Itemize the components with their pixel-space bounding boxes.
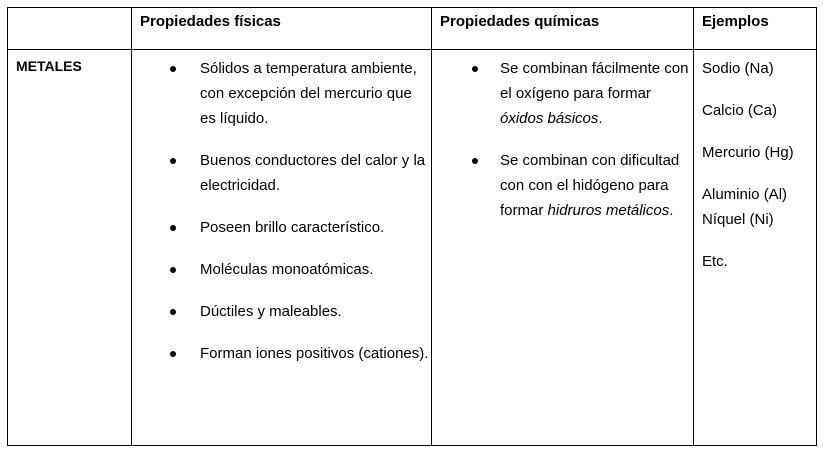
bullet-icon (170, 351, 176, 357)
chemical-property-end: . (669, 202, 674, 219)
physical-property-text: Dúctiles y maleables. (200, 303, 342, 320)
example-calcio: Calcio (Ca) (702, 102, 778, 119)
physical-property-text: Moléculas monoatómicas. (200, 261, 374, 278)
row-label-metales: METALES (8, 50, 132, 446)
bullet-icon (170, 66, 176, 72)
example-etc: Etc. (702, 253, 728, 270)
physical-property-text: Sólidos a temperatura ambiente, con excepción del mercurio que es líquido. (200, 60, 417, 127)
physical-properties-cell (132, 50, 432, 446)
chemical-property-text: Se combinan con dificultad con con el hidógeno para formar (500, 152, 680, 219)
chemical-property-emphasis: hidruros metálicos (547, 202, 670, 219)
examples-cell (694, 50, 817, 446)
list-item (170, 56, 431, 131)
list-item (170, 341, 431, 366)
example-sodio: Sodio (Na) (702, 60, 774, 77)
header-row (8, 8, 817, 50)
physical-property-text: Buenos conductores del calor y la electricidad. (200, 152, 426, 194)
list-item (170, 299, 431, 324)
chemical-property-end: . (598, 110, 603, 127)
list-item (472, 148, 693, 223)
chemical-properties-list (472, 56, 693, 223)
bullet-icon (170, 267, 176, 273)
example-mercurio: Mercurio (Hg) (702, 144, 794, 161)
example-niquel: Níquel (Ni) (702, 211, 774, 228)
metals-row (8, 50, 817, 446)
list-item (472, 56, 693, 131)
properties-table (7, 7, 817, 446)
chemical-property-text: Se combinan fácilmente con el oxígeno para formar (500, 60, 689, 102)
header-examples: Ejemplos (694, 8, 817, 50)
physical-property-text: Poseen brillo característico. (200, 219, 385, 236)
header-empty (8, 8, 132, 50)
bullet-icon (472, 66, 478, 72)
bullet-icon (170, 309, 176, 315)
bullet-icon (472, 158, 478, 164)
header-physical-properties: Propiedades físicas (132, 8, 432, 50)
list-item (170, 148, 431, 198)
header-chemical-properties: Propiedades químicas (432, 8, 694, 50)
chemical-property-emphasis: óxidos básicos (500, 110, 599, 127)
list-item (170, 215, 431, 240)
physical-properties-list (170, 56, 431, 366)
bullet-icon (170, 225, 176, 231)
chemical-properties-cell (432, 50, 694, 446)
physical-property-text: Forman iones positivos (cationes). (200, 345, 429, 362)
list-item (170, 257, 431, 282)
bullet-icon (170, 158, 176, 164)
example-aluminio: Aluminio (Al) (702, 186, 788, 203)
